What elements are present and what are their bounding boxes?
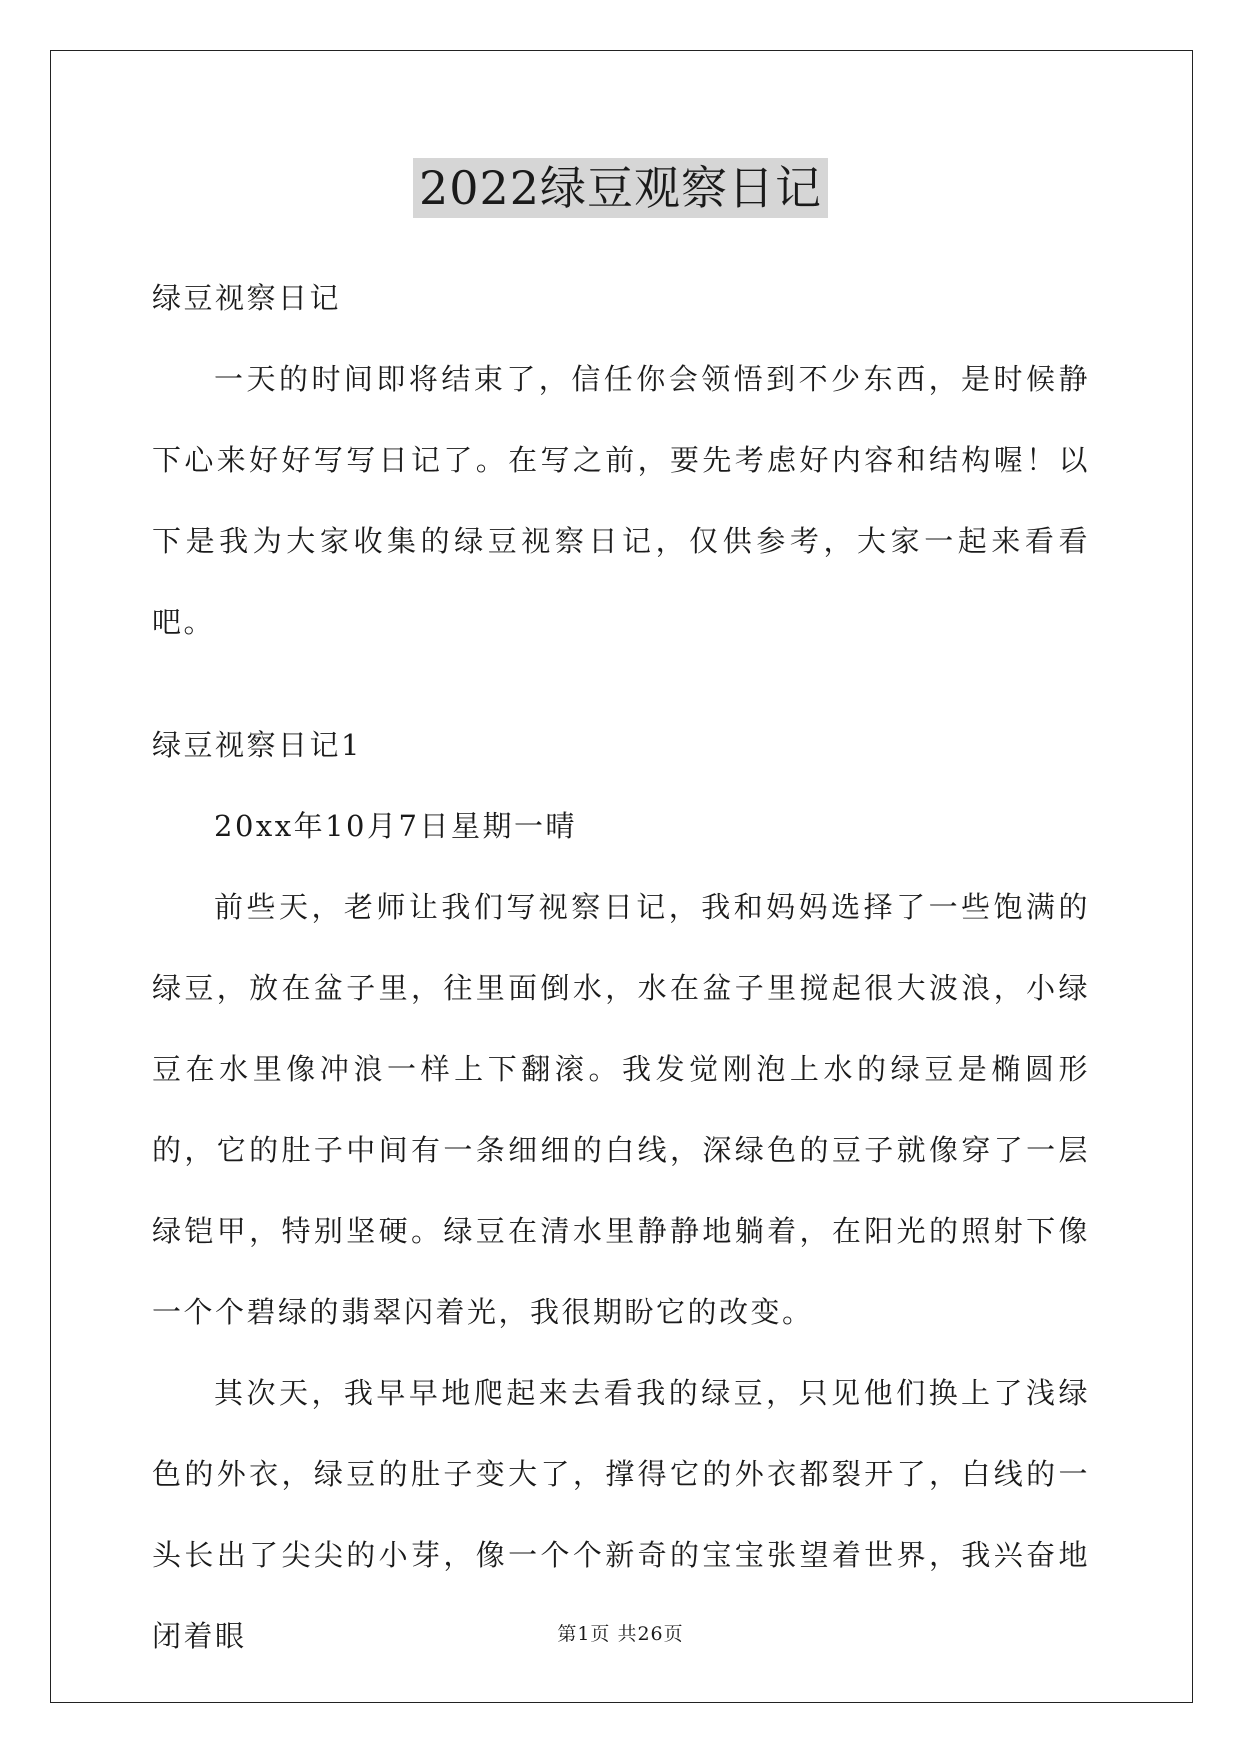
diary-date: 20xx年10月7日星期一晴 [214,809,577,843]
page-footer: 第1页 共26页 [557,1623,684,1645]
section-heading: 绿豆视察日记 [152,281,342,315]
diary-paragraph-2: 其次天，我早早地爬起来去看我的绿豆，只见他们换上了浅绿色的外衣，绿豆的肚子变大了，撑得它的外衣都裂开了，白线的一头长出了尖尖的小芽，像一个个新奇的宝宝张望着世界，我兴奋地闭着眼 [152,1376,1090,1653]
diary-paragraph-1: 前些天，老师让我们写视察日记，我和妈妈选择了一些饱满的绿豆，放在盆子里，往里面倒水，水在盆子里搅起很大波浪，小绿豆在水里像冲浪一样上下翻滚。我发觉刚泡上水的绿豆是椭圆形的，它的肚子中间有一条细细的白线，深绿色的豆子就像穿了一层绿铠甲，特别坚硬。绿豆在清水里静静地躺着，在阳光的照射下像一个个碧绿的翡翠闪着光，我很期盼它的改变。 [152,890,1090,1329]
document-title-wrap [0,158,1241,218]
paragraph-gap [152,663,1090,705]
document-body [152,258,1090,1677]
intro-paragraph: 一天的时间即将结束了，信任你会领悟到不少东西，是时候静下心来好好写写日记了。在写之前，要先考虑好内容和结构喔！以下是我为大家收集的绿豆视察日记，仅供参考，大家一起来看看吧。 [152,362,1090,639]
diary-heading: 绿豆视察日记1 [152,728,362,762]
document-title: 2022绿豆观察日记 [413,158,828,218]
